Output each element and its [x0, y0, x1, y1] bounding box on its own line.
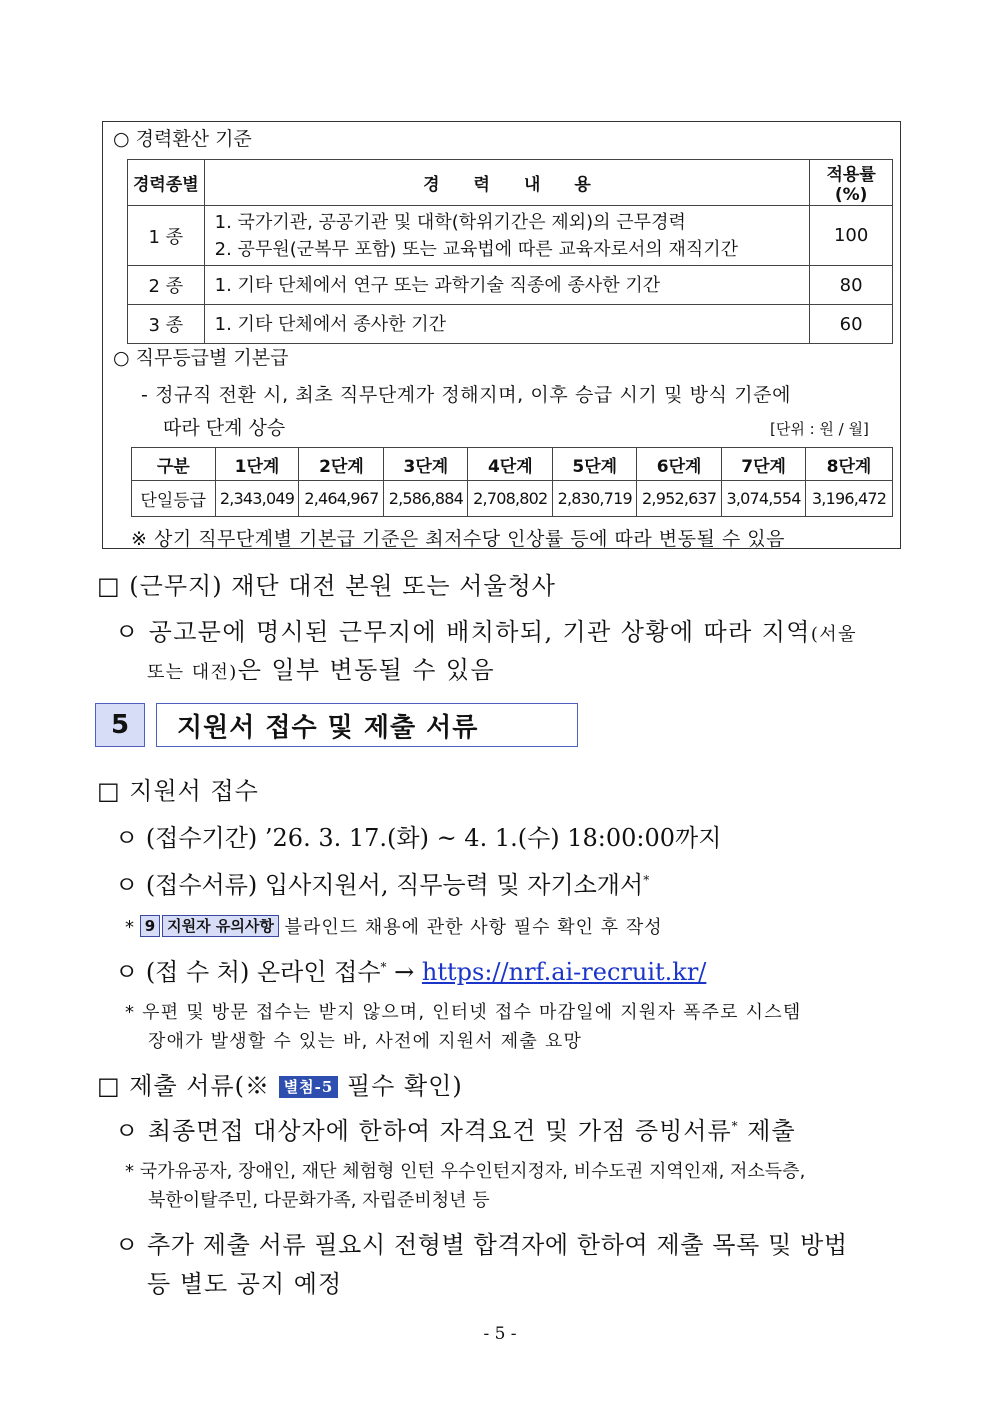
attachment-tag: 별첨-5	[279, 1076, 339, 1098]
pay-header-cell: 5단계	[553, 448, 637, 481]
section-number: 5	[95, 703, 145, 747]
pay-footnote: ※ 상기 직무단계별 기본급 기준은 최저수당 인상률 등에 따라 변동될 수 있음	[131, 528, 785, 550]
application-note2-line2: 장애가 발생할 수 있는 바, 사전에 지원서 제출 요망	[148, 1031, 583, 1052]
career-content-cell	[204, 206, 810, 266]
career-header-rate: 적용률(%)	[810, 160, 893, 206]
career-rate-cell: 60	[810, 305, 893, 344]
pay-header-cell: 8단계	[806, 448, 893, 481]
career-type-cell: 2 종	[128, 266, 205, 305]
submission-bullet1-end: 제출	[747, 1117, 796, 1145]
base-pay-desc-line2: 따라 단계 상승	[163, 417, 286, 439]
career-content-line: 2. 공무원(군복무 포함) 또는 교육법에 따른 교육자로서의 재직기간	[214, 238, 739, 260]
career-type-cell: 3 종	[128, 305, 205, 344]
career-content-cell: 1. 기타 단체에서 연구 또는 과학기술 직종에 종사한 기간	[204, 266, 810, 305]
recruit-site-link[interactable]: https://nrf.ai-recruit.kr/	[421, 958, 707, 986]
table-row	[128, 266, 893, 305]
pay-cell: 2,952,637	[637, 481, 722, 517]
submission-bullet2-line2: 등 별도 공지 예정	[147, 1270, 343, 1298]
submission-note-line1: * 국가유공자, 장애인, 재단 체험형 인턴 우수인턴지정자, 비수도권 지역인재, 저소득층,	[125, 1161, 806, 1182]
submission-heading-text: □ 제출 서류(※	[97, 1072, 271, 1100]
note-text: 블라인드 채용에 관한 사항 필수 확인 후 작성	[284, 917, 663, 938]
application-period: ㅇ (접수기간) ’26. 3. 17.(화) ~ 4. 1.(수) 18:00:00까지	[115, 824, 722, 852]
career-content-cell: 1. 기타 단체에서 종사한 기간	[204, 305, 810, 344]
base-pay-desc-line1: - 정규직 전환 시, 최초 직무단계가 정해지며, 이후 승급 시기 및 방식 기준에	[141, 384, 792, 406]
page-number: - 5 -	[483, 1324, 517, 1344]
pay-cell: 2,586,884	[384, 481, 468, 517]
pay-header-cell: 2단계	[299, 448, 384, 481]
pay-cell: 3,196,472	[806, 481, 893, 517]
career-header-content: 경 력 내 용	[204, 160, 810, 206]
arrow-icon: →	[394, 958, 415, 986]
section-title: 지원서 접수 및 제출 서류	[156, 703, 578, 747]
pay-header-cell: 3단계	[384, 448, 468, 481]
submission-note-line2: 북한이탈주민, 다문화가족, 자립준비청년 등	[148, 1190, 490, 1211]
pay-header-cell: 구분	[132, 448, 216, 481]
application-note1	[125, 913, 663, 939]
workplace-bullet-line1	[115, 612, 857, 647]
submission-heading	[97, 1066, 463, 1101]
base-pay-heading: ○ 직무등급별 기본급	[113, 347, 289, 369]
workplace-bullet-text: 은 일부 변동될 수 있음	[237, 656, 496, 684]
table-row	[128, 305, 893, 344]
career-conversion-heading: ○ 경력환산 기준	[113, 128, 252, 150]
submission-bullet2-line1: ㅇ 추가 제출 서류 필요시 전형별 합격자에 한하여 제출 목록 및 방법	[115, 1231, 848, 1259]
pay-cell: 3,074,554	[722, 481, 806, 517]
submission-bullet1-text: ㅇ 최종면접 대상자에 한하여 자격요건 및 가점 증빙서류	[115, 1117, 732, 1145]
workplace-bullet-line2	[147, 650, 495, 685]
career-table	[127, 159, 893, 344]
application-documents-text: ㅇ (접수서류) 입사지원서, 직무능력 및 자기소개서	[115, 871, 644, 899]
career-header-type: 경력종별	[128, 160, 205, 206]
pay-header-cell: 1단계	[215, 448, 299, 481]
application-place	[115, 952, 706, 987]
workplace-bullet-text: ㅇ 공고문에 명시된 근무지에 배치하되, 기관 상황에 따라 지역	[115, 618, 811, 646]
pay-table-header	[132, 448, 893, 481]
pay-cell: 단일등급	[132, 481, 216, 517]
pay-header-cell: 7단계	[722, 448, 806, 481]
application-place-text: ㅇ (접 수 처) 온라인 접수	[115, 958, 381, 986]
reference-tag-label: 지원자 유의사항	[162, 915, 279, 937]
career-content-line: 1. 국가기관, 공공기관 및 대학(학위기간은 제외)의 근무경력	[214, 211, 686, 233]
reference-tag-number: 9	[140, 915, 160, 937]
footnote-mark: *	[731, 1119, 739, 1133]
pay-header-cell: 4단계	[468, 448, 553, 481]
application-documents	[115, 865, 649, 900]
pay-header-cell: 6단계	[637, 448, 722, 481]
career-table-header	[128, 160, 893, 206]
note-star: *	[125, 917, 134, 938]
pay-cell: 2,708,802	[468, 481, 553, 517]
workplace-bullet-paren: 또는 대전)	[147, 662, 238, 683]
application-note2-line1: * 우편 및 방문 접수는 받지 않으며, 인터넷 접수 마감일에 지원자 폭주로 시스템	[125, 1002, 802, 1023]
submission-heading-suffix: 필수 확인)	[346, 1072, 463, 1100]
workplace-heading: □ (근무지) 재단 대전 본원 또는 서울청사	[97, 572, 556, 600]
pay-cell: 2,464,967	[299, 481, 384, 517]
pay-table	[131, 447, 893, 517]
pay-cell: 2,830,719	[553, 481, 637, 517]
table-row	[132, 481, 893, 517]
footnote-mark: *	[380, 960, 387, 974]
pay-cell: 2,343,049	[215, 481, 299, 517]
unit-label: [단위 : 원 / 월]	[770, 420, 869, 438]
submission-bullet1	[115, 1111, 796, 1146]
footnote-mark: *	[643, 873, 650, 887]
table-row	[128, 206, 893, 266]
career-rate-cell: 80	[810, 266, 893, 305]
career-type-cell: 1 종	[128, 206, 205, 266]
career-rate-cell: 100	[810, 206, 893, 266]
workplace-bullet-paren: (서울	[810, 624, 857, 645]
application-heading: □ 지원서 접수	[97, 777, 259, 805]
